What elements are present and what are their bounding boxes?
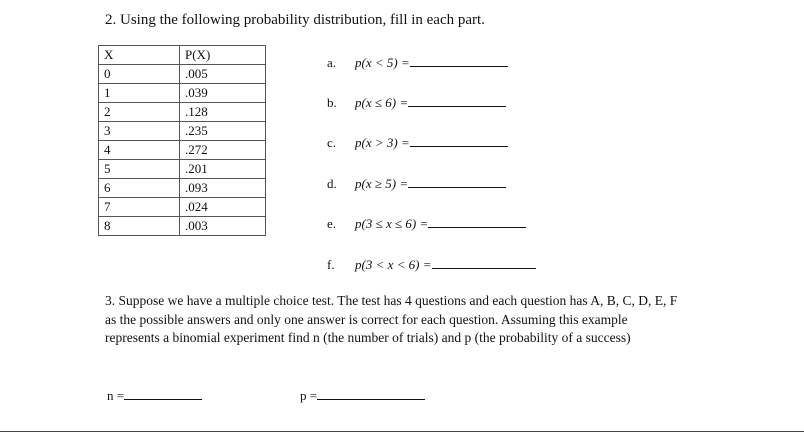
answer-blank[interactable] xyxy=(408,94,506,107)
cell-p: .128 xyxy=(180,103,266,122)
cell-x: 0 xyxy=(99,65,180,84)
part-expression: p(x < 5) = xyxy=(355,55,410,70)
question-3-text: 3. Suppose we have a multiple choice test. The test has 4 questions and each question has A, B, C, D, E, F as the possible answers and only one answer is correct for each question. Assuming this example represents a binomial experiment find n (the number of trials) and p (the probability of a success) xyxy=(105,293,678,345)
cell-p: .272 xyxy=(180,141,266,160)
part-a xyxy=(327,54,508,71)
answer-blank[interactable] xyxy=(428,215,526,228)
table-header-row xyxy=(99,46,266,65)
cell-x: 4 xyxy=(99,141,180,160)
part-expression: p(x ≥ 5) = xyxy=(355,176,409,191)
part-expression: p(3 < x < 6) = xyxy=(355,257,432,272)
table-row xyxy=(99,65,266,84)
cell-p: .093 xyxy=(180,179,266,198)
n-blank[interactable] xyxy=(124,387,202,400)
bottom-divider xyxy=(0,431,804,432)
cell-x: 2 xyxy=(99,103,180,122)
p-blank[interactable] xyxy=(317,387,425,400)
part-label: b. xyxy=(327,95,337,110)
cell-x: 8 xyxy=(99,217,180,236)
part-expression: p(x > 3) = xyxy=(355,135,410,150)
answer-blank[interactable] xyxy=(408,175,506,188)
cell-x: 7 xyxy=(99,198,180,217)
p-answer xyxy=(300,387,425,404)
cell-p: .005 xyxy=(180,65,266,84)
table-row xyxy=(99,103,266,122)
table-row xyxy=(99,179,266,198)
part-expression: p(x ≤ 6) = xyxy=(355,95,409,110)
part-f xyxy=(327,256,536,273)
cell-p: .024 xyxy=(180,198,266,217)
table-row xyxy=(99,84,266,103)
part-label: c. xyxy=(327,135,337,150)
table-row xyxy=(99,217,266,236)
part-label: a. xyxy=(327,55,337,70)
part-label: e. xyxy=(327,216,337,231)
part-b xyxy=(327,94,506,111)
p-label: p = xyxy=(300,388,318,403)
cell-x: 5 xyxy=(99,160,180,179)
part-d xyxy=(327,175,506,192)
cell-p: .235 xyxy=(180,122,266,141)
part-e xyxy=(327,215,526,232)
part-label: d. xyxy=(327,176,337,191)
part-expression: p(3 ≤ x ≤ 6) = xyxy=(355,216,429,231)
n-label: n = xyxy=(107,388,125,403)
table-row xyxy=(99,160,266,179)
cell-x: 6 xyxy=(99,179,180,198)
header-x: X xyxy=(99,46,180,65)
part-label: f. xyxy=(327,257,335,272)
question-2-title: 2. Using the following probability distribution, fill in each part. xyxy=(105,12,485,28)
answer-blank[interactable] xyxy=(432,256,536,269)
probability-table xyxy=(98,45,266,236)
table-row xyxy=(99,198,266,217)
cell-p: .201 xyxy=(180,160,266,179)
table-row xyxy=(99,122,266,141)
cell-p: .039 xyxy=(180,84,266,103)
answer-blank[interactable] xyxy=(410,134,508,147)
cell-x: 3 xyxy=(99,122,180,141)
part-c xyxy=(327,134,508,151)
n-answer xyxy=(107,387,202,404)
answer-blank[interactable] xyxy=(410,54,508,67)
header-px: P(X) xyxy=(180,46,266,65)
cell-p: .003 xyxy=(180,217,266,236)
table-row xyxy=(99,141,266,160)
cell-x: 1 xyxy=(99,84,180,103)
